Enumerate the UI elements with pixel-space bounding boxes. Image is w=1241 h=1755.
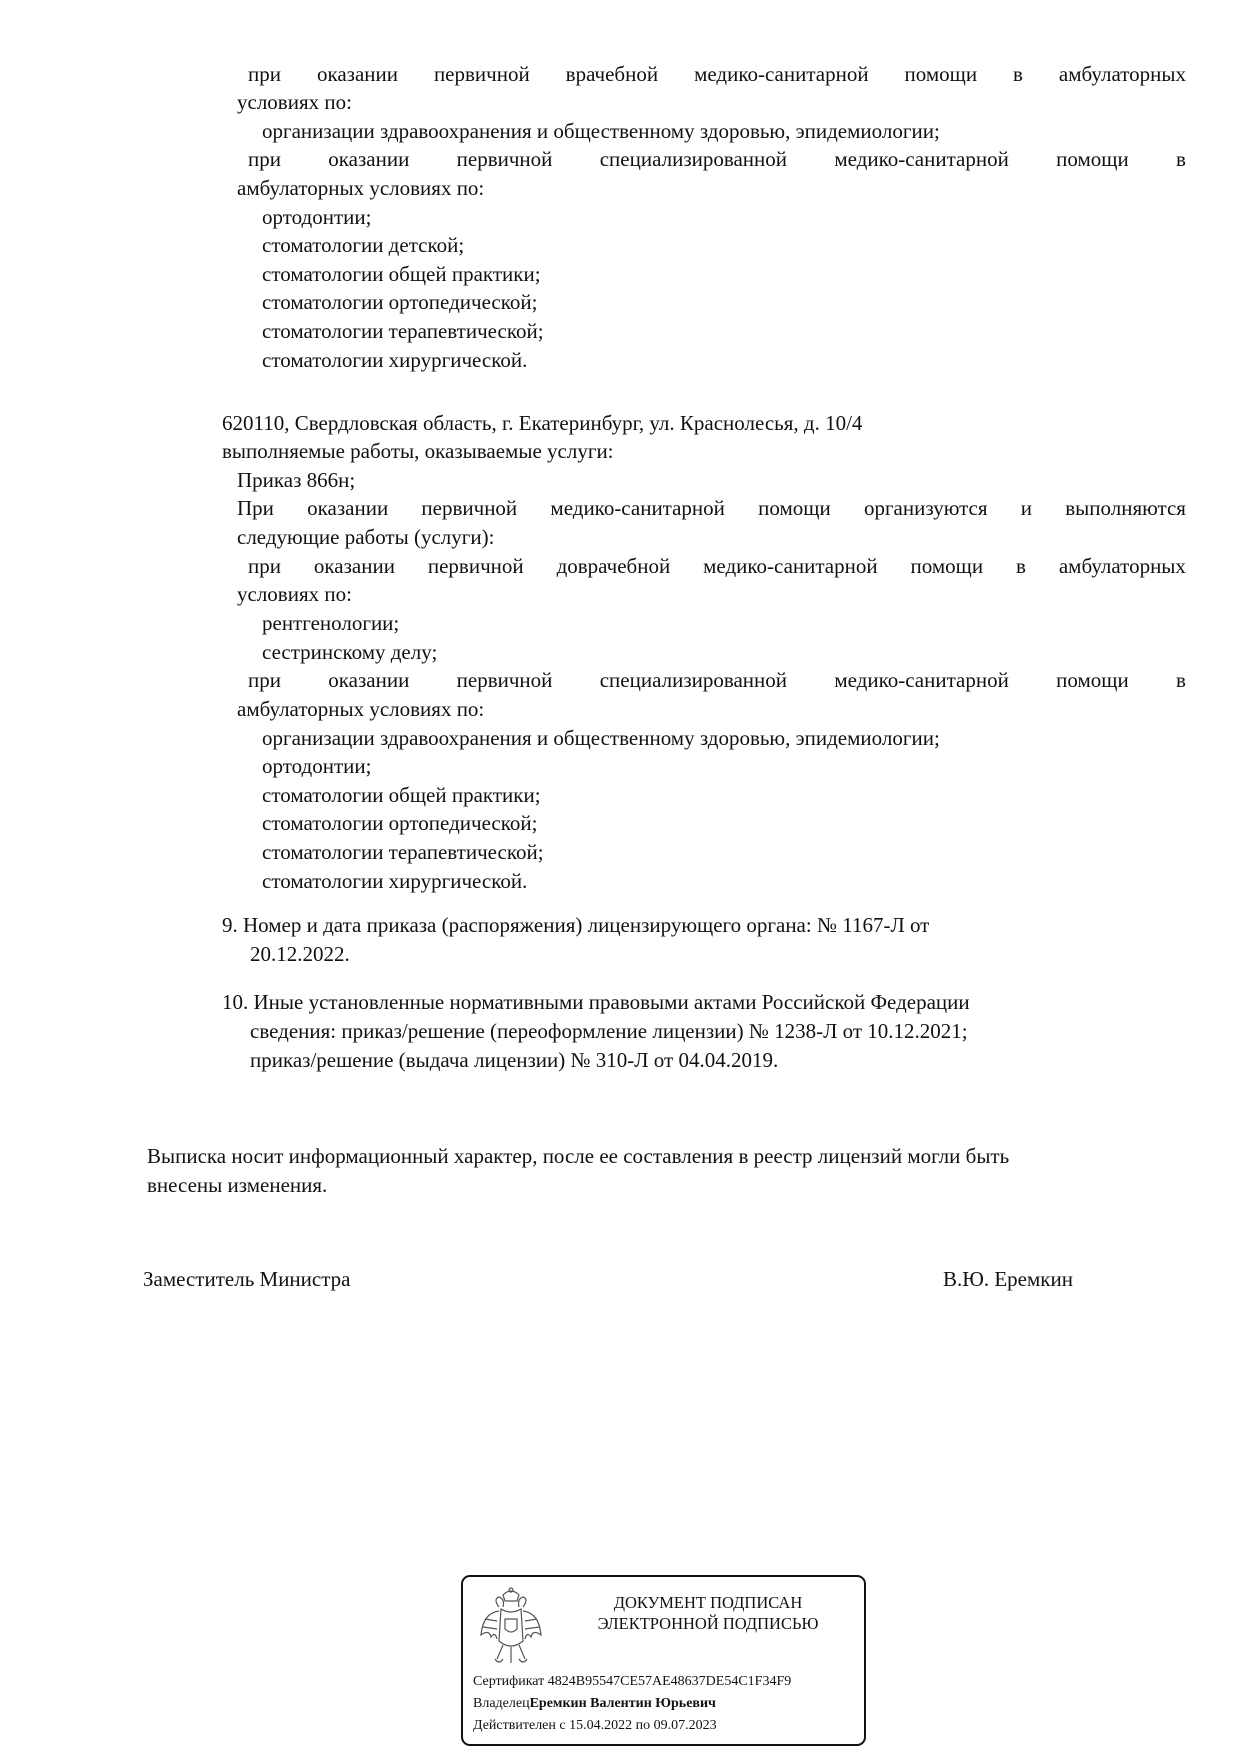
disclaimer-line: внесены изменения. bbox=[147, 1173, 328, 1197]
text-line: стоматологии детской; bbox=[262, 233, 465, 257]
item-9-line: 9. Номер и дата приказа (распоряжения) лицензирующего органа: № 1167-Л от bbox=[222, 913, 930, 937]
text-line: стоматологии общей практики; bbox=[262, 262, 541, 286]
signer-position: Заместитель Министра bbox=[143, 1267, 351, 1291]
text-line: при оказании первичной специализированной медико-санитарной помощи в bbox=[248, 668, 1186, 692]
text-line: организации здравоохранения и общественному здоровью, эпидемиологии; bbox=[262, 119, 940, 143]
stamp-owner-name: Еремкин Валентин Юрьевич bbox=[529, 1696, 716, 1711]
text-line: при оказании первичной доврачебной медико-санитарной помощи в амбулаторных bbox=[248, 554, 1186, 578]
text-line: Приказ 866н; bbox=[237, 468, 356, 492]
text-line: при оказании первичной специализированной медико-санитарной помощи в bbox=[248, 147, 1186, 171]
stamp-certificate: Сертификат 4824B95547CE57AE48637DE54C1F34F9 bbox=[473, 1674, 792, 1689]
stamp-title: ЭЛЕКТРОННОЙ ПОДПИСЬЮ bbox=[597, 1614, 819, 1633]
item-9-date: 20.12.2022. bbox=[250, 942, 350, 966]
text-line: стоматологии ортопедической; bbox=[262, 811, 538, 835]
stamp-title: ДОКУМЕНТ ПОДПИСАН bbox=[613, 1593, 803, 1612]
text-line: условиях по: bbox=[237, 582, 352, 606]
stamp-validity: Действителен с 15.04.2022 по 09.07.2023 bbox=[473, 1718, 717, 1733]
text-line: выполняемые работы, оказываемые услуги: bbox=[222, 439, 614, 463]
item-10-line: сведения: приказ/решение (переоформление лицензии) № 1238-Л от 10.12.2021; bbox=[250, 1019, 968, 1043]
stamp-owner-label: Владелец bbox=[473, 1696, 530, 1711]
text-line: сестринскому делу; bbox=[262, 640, 438, 664]
text-line: следующие работы (услуги): bbox=[237, 525, 495, 549]
text-line: амбулаторных условиях по: bbox=[237, 176, 485, 200]
text-line: стоматологии хирургической. bbox=[262, 869, 528, 893]
signer-name: В.Ю. Еремкин bbox=[943, 1267, 1073, 1291]
item-10-line: 10. Иные установленные нормативными правовыми актами Российской Федерации bbox=[222, 990, 970, 1014]
item-10-line: приказ/решение (выдача лицензии) № 310-Л от 04.04.2019. bbox=[250, 1048, 779, 1072]
text-line: рентгенологии; bbox=[262, 611, 400, 635]
text-line: при оказании первичной врачебной медико-санитарной помощи в амбулаторных bbox=[248, 62, 1186, 86]
text-line: стоматологии общей практики; bbox=[262, 783, 541, 807]
text-line: амбулаторных условиях по: bbox=[237, 697, 485, 721]
text-line: ортодонтии; bbox=[262, 205, 372, 229]
text-line: ортодонтии; bbox=[262, 754, 372, 778]
russian-coat-of-arms-emblem bbox=[477, 1585, 545, 1671]
text-line: организации здравоохранения и общественному здоровью, эпидемиологии; bbox=[262, 726, 940, 750]
address-line: 620110, Свердловская область, г. Екатеринбург, ул. Краснолесья, д. 10/4 bbox=[222, 411, 863, 435]
text-line: стоматологии терапевтической; bbox=[262, 840, 544, 864]
text-line: При оказании первичной медико-санитарной помощи организуются и выполняются bbox=[237, 496, 1186, 520]
text-line: стоматологии хирургической. bbox=[262, 348, 528, 372]
e-signature-stamp bbox=[461, 1575, 866, 1746]
text-line: условиях по: bbox=[237, 90, 352, 114]
stamp-owner bbox=[473, 1695, 716, 1713]
text-line: стоматологии ортопедической; bbox=[262, 290, 538, 314]
text-line: стоматологии терапевтической; bbox=[262, 319, 544, 343]
disclaimer-line: Выписка носит информационный характер, после ее составления в реестр лицензий могли быть bbox=[147, 1144, 1010, 1168]
